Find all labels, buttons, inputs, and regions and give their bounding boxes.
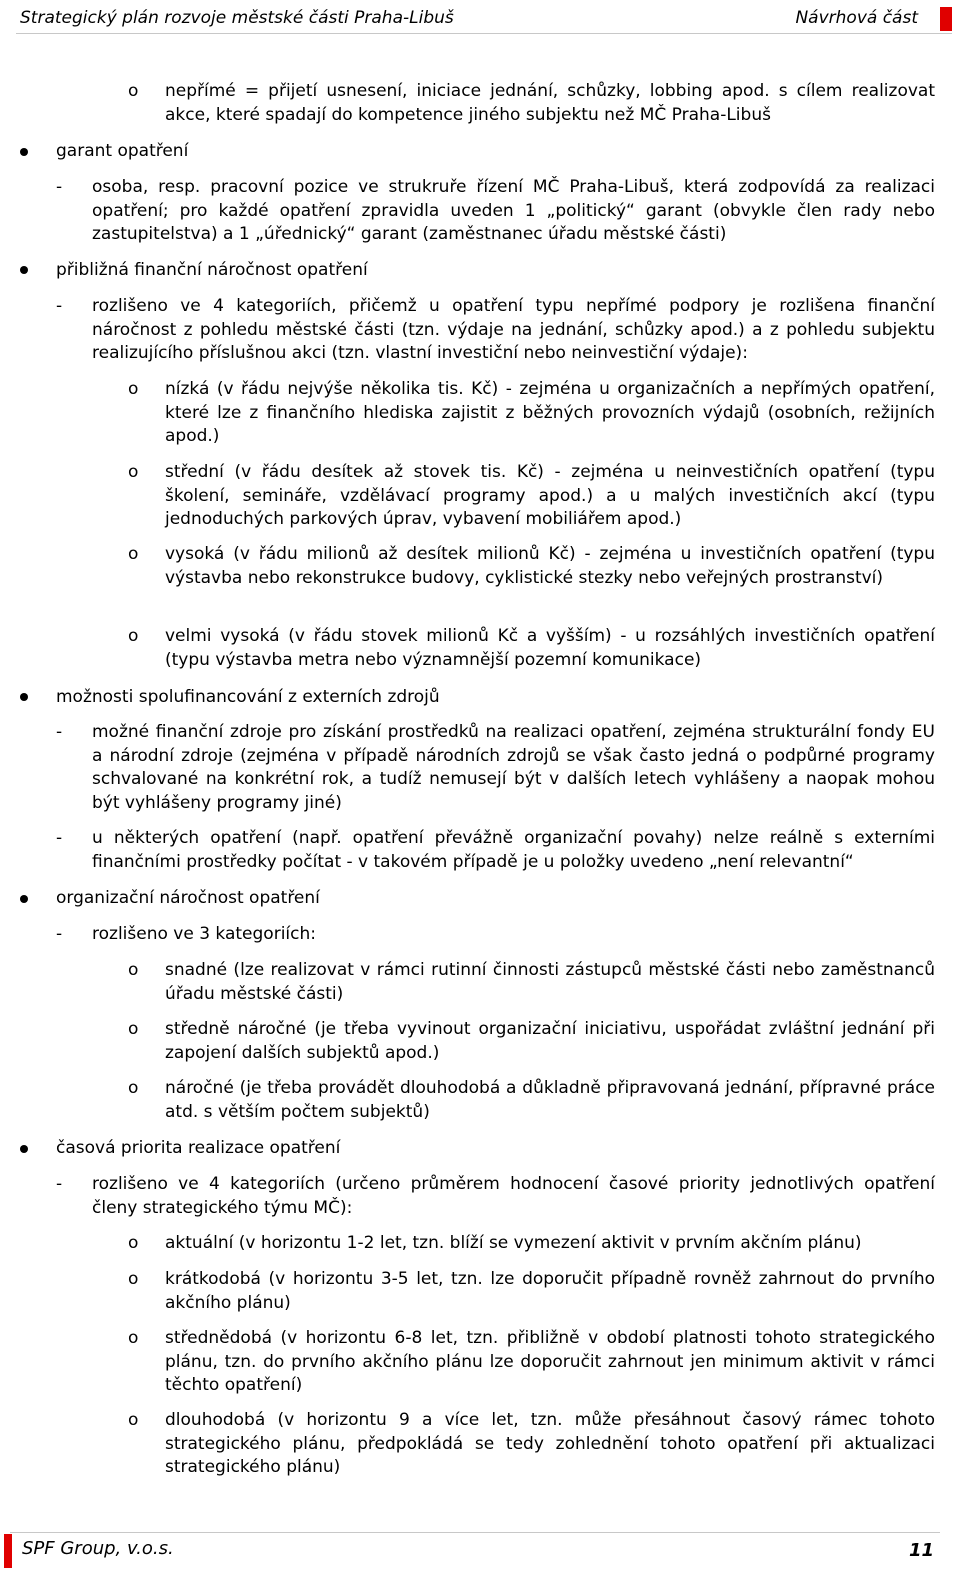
list-item: u některých opatření (např. opatření převážně organizační povahy) nelze reálně s externími finančními prostředky počítat - v takovém případě je u položky uvedeno „není relevantní“ (92, 828, 935, 872)
list-marker-circle: o (128, 1410, 139, 1430)
page-footer (0, 1528, 960, 1576)
list-marker-dash: - (56, 177, 63, 197)
section-heading: časová priorita realizace opatření (56, 1138, 341, 1158)
list-marker-circle: o (128, 1019, 139, 1039)
list-item: nízká (v řádu nejvýše několika tis. Kč) - zejména u organizačních a nepřímých opatření, které lze z finančního hlediska zajistit z běžných provozních výdajů (osobních, režijních apod.) (165, 379, 935, 446)
list-item: aktuální (v horizontu 1-2 let, tzn. blíží se vymezení aktivit v prvním akčním plánu) (165, 1233, 862, 1253)
section-heading: organizační náročnost opatření (56, 888, 320, 908)
list-item: vysoká (v řádu milionů až desítek milionů Kč) - zejména u investičních opatření (typu výstavba nebo rekonstrukce budovy, cyklistické stezky nebo veřejných prostranství) (165, 544, 935, 588)
list-marker-circle: o (128, 960, 139, 980)
section-heading: přibližná finanční náročnost opatření (56, 260, 368, 280)
list-item: střední (v řádu desítek až stovek tis. Kč) - zejména u neinvestičních opatření (typu školení, semináře, vzdělávací programy apod.) a u malých investičních akcí (typu jednoduchých parkových úprav, vybavení mobiliářem apod.) (165, 462, 935, 529)
company-name: SPF Group, v.o.s. (22, 1538, 174, 1559)
page-header (0, 0, 960, 36)
list-marker-circle: o (128, 1269, 139, 1289)
list-item: náročné (je třeba provádět dlouhodobá a důkladně připravovaná jednání, přípravné práce atd. s větším počtem subjektů) (165, 1078, 935, 1122)
list-marker-circle: o (128, 1233, 139, 1253)
section-heading: garant opatření (56, 141, 189, 161)
list-marker-circle: o (128, 1328, 139, 1348)
bullet-marker (20, 895, 28, 903)
section-label: Návrhová část (795, 8, 918, 28)
list-item: krátkodobá (v horizontu 3-5 let, tzn. lze doporučit případně rovněž zahrnout do prvního akčního plánu) (165, 1269, 935, 1313)
list-marker-circle: o (128, 1078, 139, 1098)
list-item: nepřímé = přijetí usnesení, iniciace jednání, schůzky, lobbing apod. s cílem realizovat akce, které spadají do kompetence jiného subjektu než MČ Praha-Libuš (165, 81, 935, 125)
bullet-marker (20, 1145, 28, 1153)
list-item: rozlišeno ve 4 kategoriích, přičemž u opatření typu nepřímé podpory je rozlišena finanční náročnost z pohledu městské části (tzn. výdaje na jednání, schůzky apod.) a z pohledu subjektu realizujícího příslušnou akci (tzn. vlastní investiční nebo neinvestiční výdaje): (92, 296, 935, 363)
list-item: možné finanční zdroje pro získání prostředků na realizaci opatření, zejména strukturální fondy EU a národní zdroje (zejména v případě národních zdrojů se však často jedná o podpůrné programy schvalované na konkrétní rok, a tudíž nemusejí být v dalších letech vyhlášeny a naopak mohou být vyhlášeny programy jiné) (92, 722, 935, 813)
list-item: střednědobá (v horizontu 6-8 let, tzn. přibližně v období platnosti tohoto strategického plánu, tzn. do prvního akčního plánu lze doporučit zahrnout jen minimum aktivit v rámci těchto opatření) (165, 1328, 935, 1395)
list-marker-circle: o (128, 81, 139, 101)
list-item: velmi vysoká (v řádu stovek milionů Kč a vyšším) - u rozsáhlých investičních opatření (typu výstavba metra nebo významnější pozemní komunikace) (165, 626, 935, 670)
list-item: rozlišeno ve 3 kategoriích: (92, 924, 316, 944)
list-item: rozlišeno ve 4 kategoriích (určeno průměrem hodnocení časové priority jednotlivých opatření členy strategického týmu MČ): (92, 1174, 935, 1218)
list-item: středně náročné (je třeba vyvinout organizační iniciativu, uspořádat zvláštní jednání při zapojení dalších subjektů apod.) (165, 1019, 935, 1063)
footer-rule (10, 1532, 940, 1533)
bullet-marker (20, 148, 28, 156)
list-marker-circle: o (128, 626, 139, 646)
list-marker-circle: o (128, 379, 139, 399)
list-marker-dash: - (56, 1174, 63, 1194)
footer-accent-mark (4, 1534, 12, 1568)
list-item: dlouhodobá (v horizontu 9 a více let, tzn. může přesáhnout časový rámec tohoto strategického plánu, předpokládá se tedy zohlednění tohoto opatření při aktualizaci strategického plánu) (165, 1410, 935, 1477)
list-marker-dash: - (56, 722, 63, 742)
bullet-marker (20, 693, 28, 701)
header-rule (16, 33, 952, 34)
list-item: snadné (lze realizovat v rámci rutinní činnosti zástupců městské části nebo zaměstnanců úřadu městské části) (165, 960, 935, 1004)
list-item: osoba, resp. pracovní pozice ve strukruře řízení MČ Praha-Libuš, která zodpovídá za realizaci opatření; pro každé opatření zpravidla uveden 1 „politický“ garant (obvykle člen rady nebo zastupitelstva) a 1 „úřednický“ garant (zaměstnanec úřadu městské části) (92, 177, 935, 244)
bullet-marker (20, 266, 28, 274)
list-marker-circle: o (128, 462, 139, 482)
list-marker-dash: - (56, 828, 63, 848)
section-heading: možnosti spolufinancování z externích zdrojů (56, 687, 440, 707)
header-accent-mark (940, 7, 952, 31)
list-marker-dash: - (56, 296, 63, 316)
list-marker-dash: - (56, 924, 63, 944)
page-number: 11 (908, 1540, 934, 1561)
document-title: Strategický plán rozvoje městské části Praha-Libuš (20, 8, 454, 28)
list-marker-circle: o (128, 544, 139, 564)
